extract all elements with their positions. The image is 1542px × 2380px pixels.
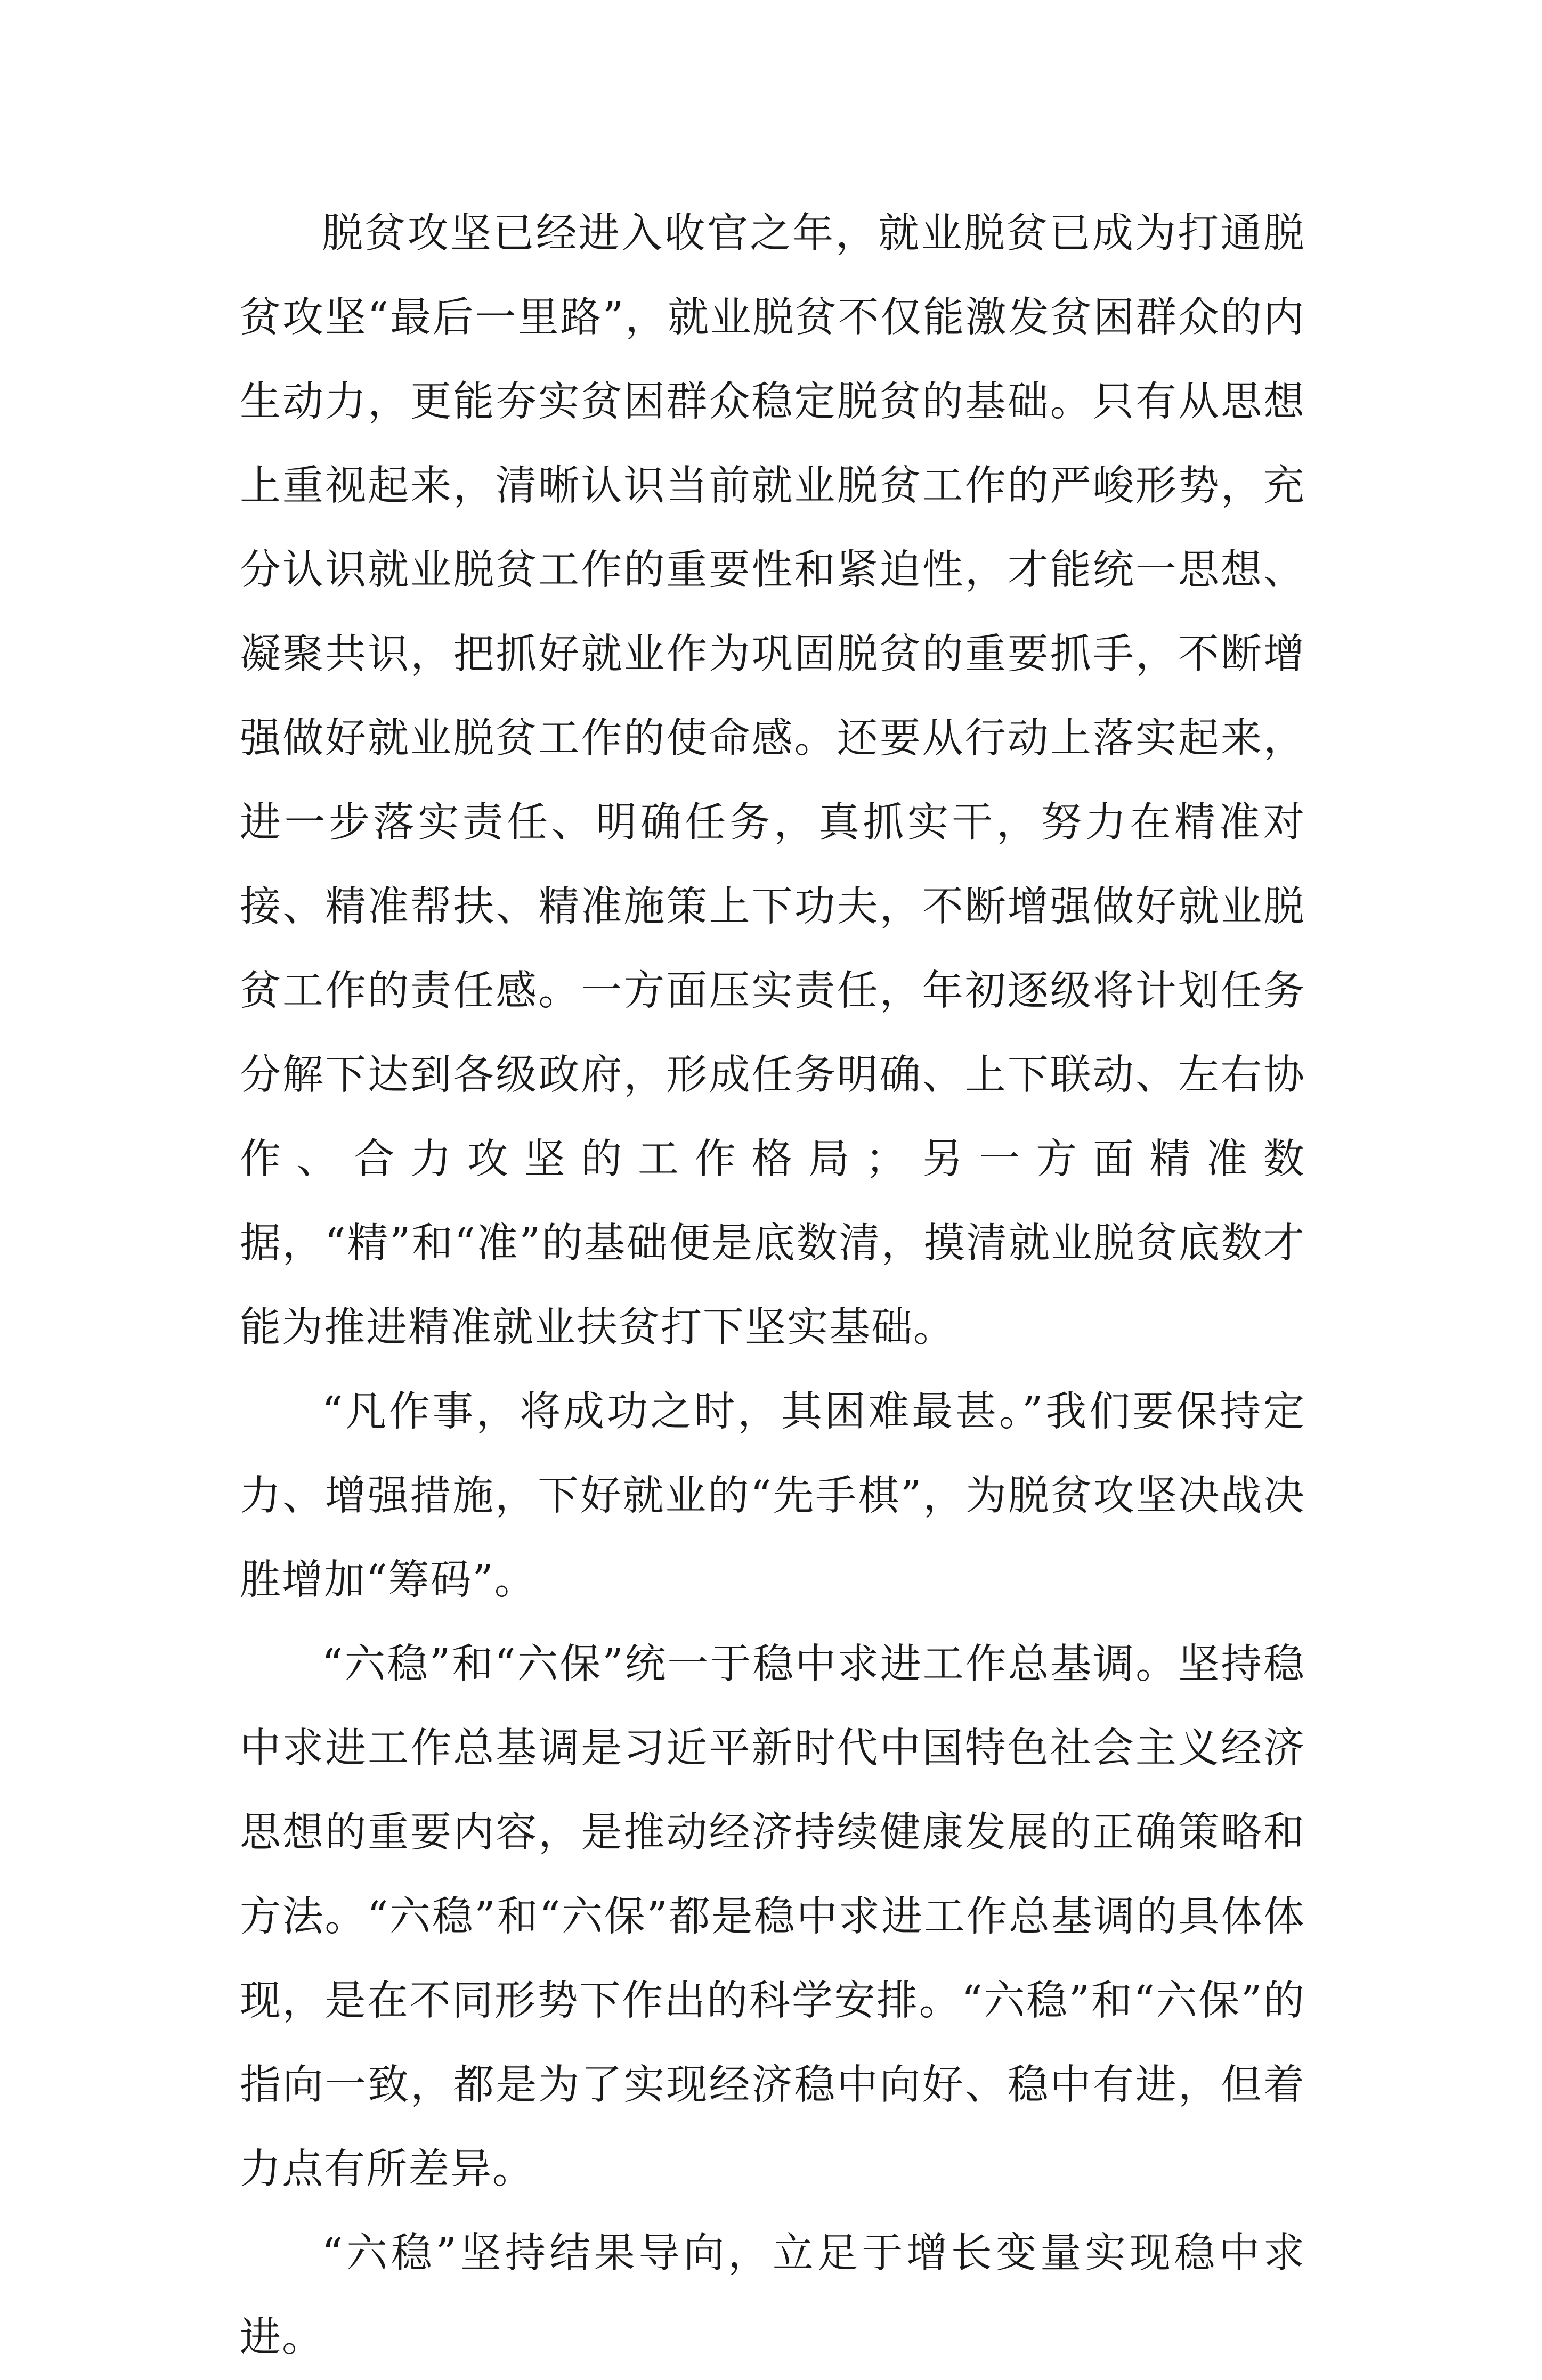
paragraph-six-stability: “六稳”和“六保”统一于稳中求进工作总基调。坚持稳中求进工作总基调是习近平新时代中国特色社会主义经济思想的重要内容，是推动经济持续健康发展的正确策略和方法。“六稳”和“六保”都是稳中求进工作总基调的具体体现，是在不同形势下作出的科学安排。“六稳”和“六保”的指向一致，都是为了实现经济稳中向好、稳中有进，但着力点有所差异。	[240, 1641, 1305, 2193]
paragraph-poverty-employment: 脱贫攻坚已经进入收官之年，就业脱贫已成为打通脱贫攻坚“最后一里路”，就业脱贫不仅能激发贫困群众的内生动力，更能夯实贫困群众稳定脱贫的基础。只有从思想上重视起来，清晰认识当前就业脱贫工作的严峻形势，充分认识就业脱贫工作的重要性和紧迫性，才能统一思想、凝聚共识，把抓好就业作为巩固脱贫的重要抓手，不断增强做好就业脱贫工作的使命感。还要从行动上落实起来，进一步落实责任、明确任务，真抓实干，努力在精准对接、精准帮扶、精准施策上下功夫，不断增强做好就业脱贫工作的责任感。一方面压实责任，年初逐级将计划任务分解下达到各级政府，形成任务明确、上下联动、左右协作、合力攻坚的工作格局；另一方面精准数据，“精”和“准”的基础便是底数清，摸清就业脱贫底数才能为推进精准就业扶贫打下坚实基础。	[240, 210, 1305, 1351]
paragraph-six-stability-result: “六稳”坚持结果导向，立足于增长变量实现稳中求进。	[240, 2230, 1305, 2361]
paragraph-quote: “凡作事，将成功之时，其困难最甚。”我们要保持定力、增强措施，下好就业的“先手棋”，为脱贫攻坚决战决胜增加“筹码”。	[240, 1388, 1305, 1604]
document-body	[240, 192, 1305, 2380]
